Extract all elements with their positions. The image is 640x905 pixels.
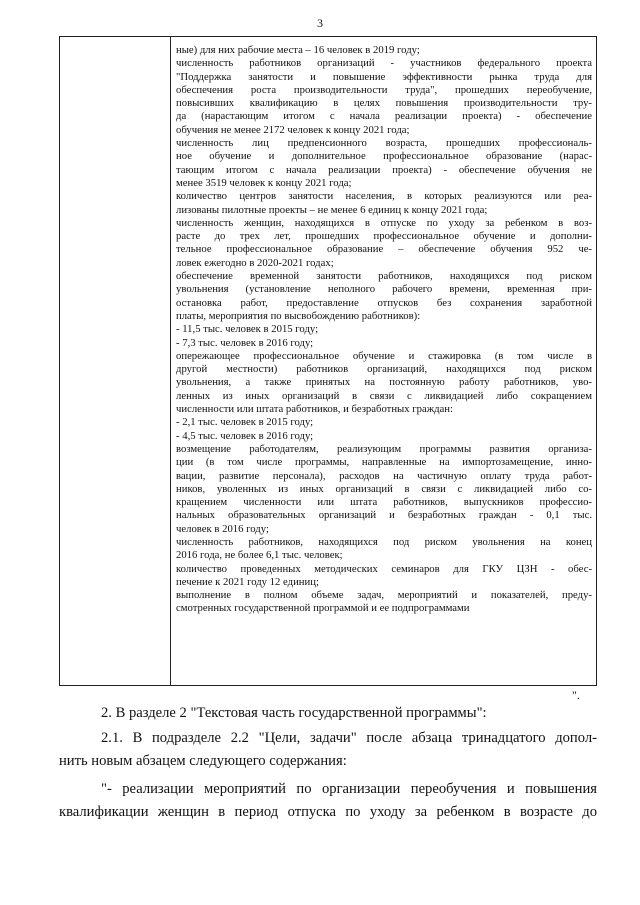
- page-number: 3: [317, 16, 323, 30]
- paragraph-section-2: [59, 702, 597, 725]
- table-text-line: обучения не менее 2172 человек к концу 2021 года;: [176, 123, 410, 136]
- paragraph-new-clause: [59, 778, 597, 824]
- table-text-line: увольнения, а также принятых на постоянную работу работников, уво-: [176, 376, 592, 389]
- table-text-line: ленных из иных организаций в связи с ликвидацией либо сокращением: [176, 389, 592, 402]
- table-left-cell: [60, 37, 171, 685]
- table-text-line: - 2,1 тыс. человек в 2015 году;: [176, 416, 314, 429]
- table-text-line: численность работников организаций - участников федерального проекта: [176, 57, 592, 70]
- table-text-line: лизованы пилотные проекты – не менее 6 единиц к концу 2021 года;: [176, 203, 488, 216]
- table-text-line: вации, развитие персонала), расходов на частичную оплату труда работ-: [176, 469, 592, 482]
- table-right-cell: [171, 37, 596, 685]
- table-text-line: обеспечения роста производительности труда", прошедших переобучение,: [176, 83, 592, 96]
- table-text-line: ловек ежегодно в 2020-2021 годах;: [176, 256, 334, 269]
- table-text-line: численность работников, находящихся под риском увольнения на конец: [176, 535, 592, 548]
- table-text-line: менее 3519 человек к концу 2021 года;: [176, 176, 352, 189]
- closing-quote: ".: [572, 688, 580, 702]
- table-text-line: численность лиц предпенсионного возраста, прошедших профессиональ-: [176, 137, 592, 150]
- table-text-line: расте до трех лет, прошедших профессиональное обучение и дополни-: [176, 230, 592, 243]
- table-text-line: ные) для них рабочие места – 16 человек в 2019 году;: [176, 44, 420, 56]
- table-text-line: - 7,3 тыс. человек в 2016 году;: [176, 336, 314, 349]
- table-text-line: ное обучение и дополнительное профессиональное образование (нарас-: [176, 150, 592, 163]
- table-text-line: тельное профессиональное образование – обеспечение обучения 952 че-: [176, 243, 592, 256]
- table-text-line: численность женщин, находящихся в отпуске по уходу за ребенком в воз-: [176, 216, 592, 229]
- table-text-line: да (нарастающим итогом с начала реализации проекта) - обеспечение: [176, 110, 592, 123]
- table-text-line: - 4,5 тыс. человек в 2016 году;: [176, 429, 314, 442]
- table-text-line: смотренных государственной программой и ее подпрограммами: [176, 602, 470, 615]
- table-text-line: другой местности) работников организаций, находящихся под риском: [176, 363, 592, 376]
- paragraph-line: нить новым абзацем следующего содержания:: [59, 753, 347, 769]
- indicators-table: [59, 36, 597, 686]
- table-text-line: ников, уволенных из иных организаций в связи с ликвидацией либо со-: [176, 482, 592, 495]
- table-text-line: 2016 года, не более 6,1 тыс. человек;: [176, 549, 343, 562]
- table-text-line: - 11,5 тыс. человек в 2015 году;: [176, 323, 319, 336]
- table-text-line: количество центров занятости населения, в которых реализуются или реа-: [176, 190, 592, 203]
- paragraph-line: "- реализации мероприятий по организации переобучения и повышения: [101, 781, 597, 797]
- table-text-line: возмещение работодателям, реализующим программы развития организа-: [176, 442, 592, 455]
- paragraph-subsection-2-1: [59, 727, 597, 773]
- table-text-line: выполнение в полном объеме задач, мероприятий и показателей, преду-: [176, 589, 592, 602]
- table-text-line: печение к 2021 году 12 единиц;: [176, 575, 319, 588]
- table-text-line: увольнения (установление неполного рабочего времени, временная при-: [176, 283, 592, 296]
- table-text-line: "Поддержка занятости и повышение эффективности рынка труда для: [176, 70, 592, 83]
- table-text-line: платы, мероприятия по высвобождению работников):: [176, 309, 421, 322]
- table-text-line: количество проведенных методических семинаров для ГКУ ЦЗН - обес-: [176, 562, 592, 575]
- table-text-line: повысивших квалификацию в целях повышения производительности тру-: [176, 97, 592, 110]
- table-text-line: человек в 2016 году;: [176, 522, 269, 535]
- table-text-line: тающим итогом с начала реализации проекта) - обеспечение обучения не: [176, 163, 592, 176]
- paragraph-line: квалификации женщин в период отпуска по уходу за ребенком в возрасте до: [59, 804, 597, 820]
- table-text-line: ции (в том числе программы, направленные на импортозамещение, инно-: [176, 456, 592, 469]
- table-text-line: обеспечение временной занятости работников, находящихся под риском: [176, 270, 592, 283]
- paragraph-line: 2. В разделе 2 "Текстовая часть государственной программы":: [101, 705, 487, 721]
- table-text-line: численности или штата работников, и безработных граждан:: [176, 403, 453, 416]
- paragraph-line: 2.1. В подразделе 2.2 "Цели, задачи" после абзаца тринадцатого допол-: [101, 730, 597, 746]
- table-text-line: опережающее профессиональное обучение и стажировка (в том числе в: [176, 349, 592, 362]
- table-text-line: нальных образовательных организаций и безработных граждан - 0,1 тыс.: [176, 509, 592, 522]
- table-text-line: остановка работ, предоставление отпусков без сохранения заработной: [176, 296, 592, 309]
- table-text-line: кращением численности или штата работников, выпускников профессио-: [176, 496, 592, 509]
